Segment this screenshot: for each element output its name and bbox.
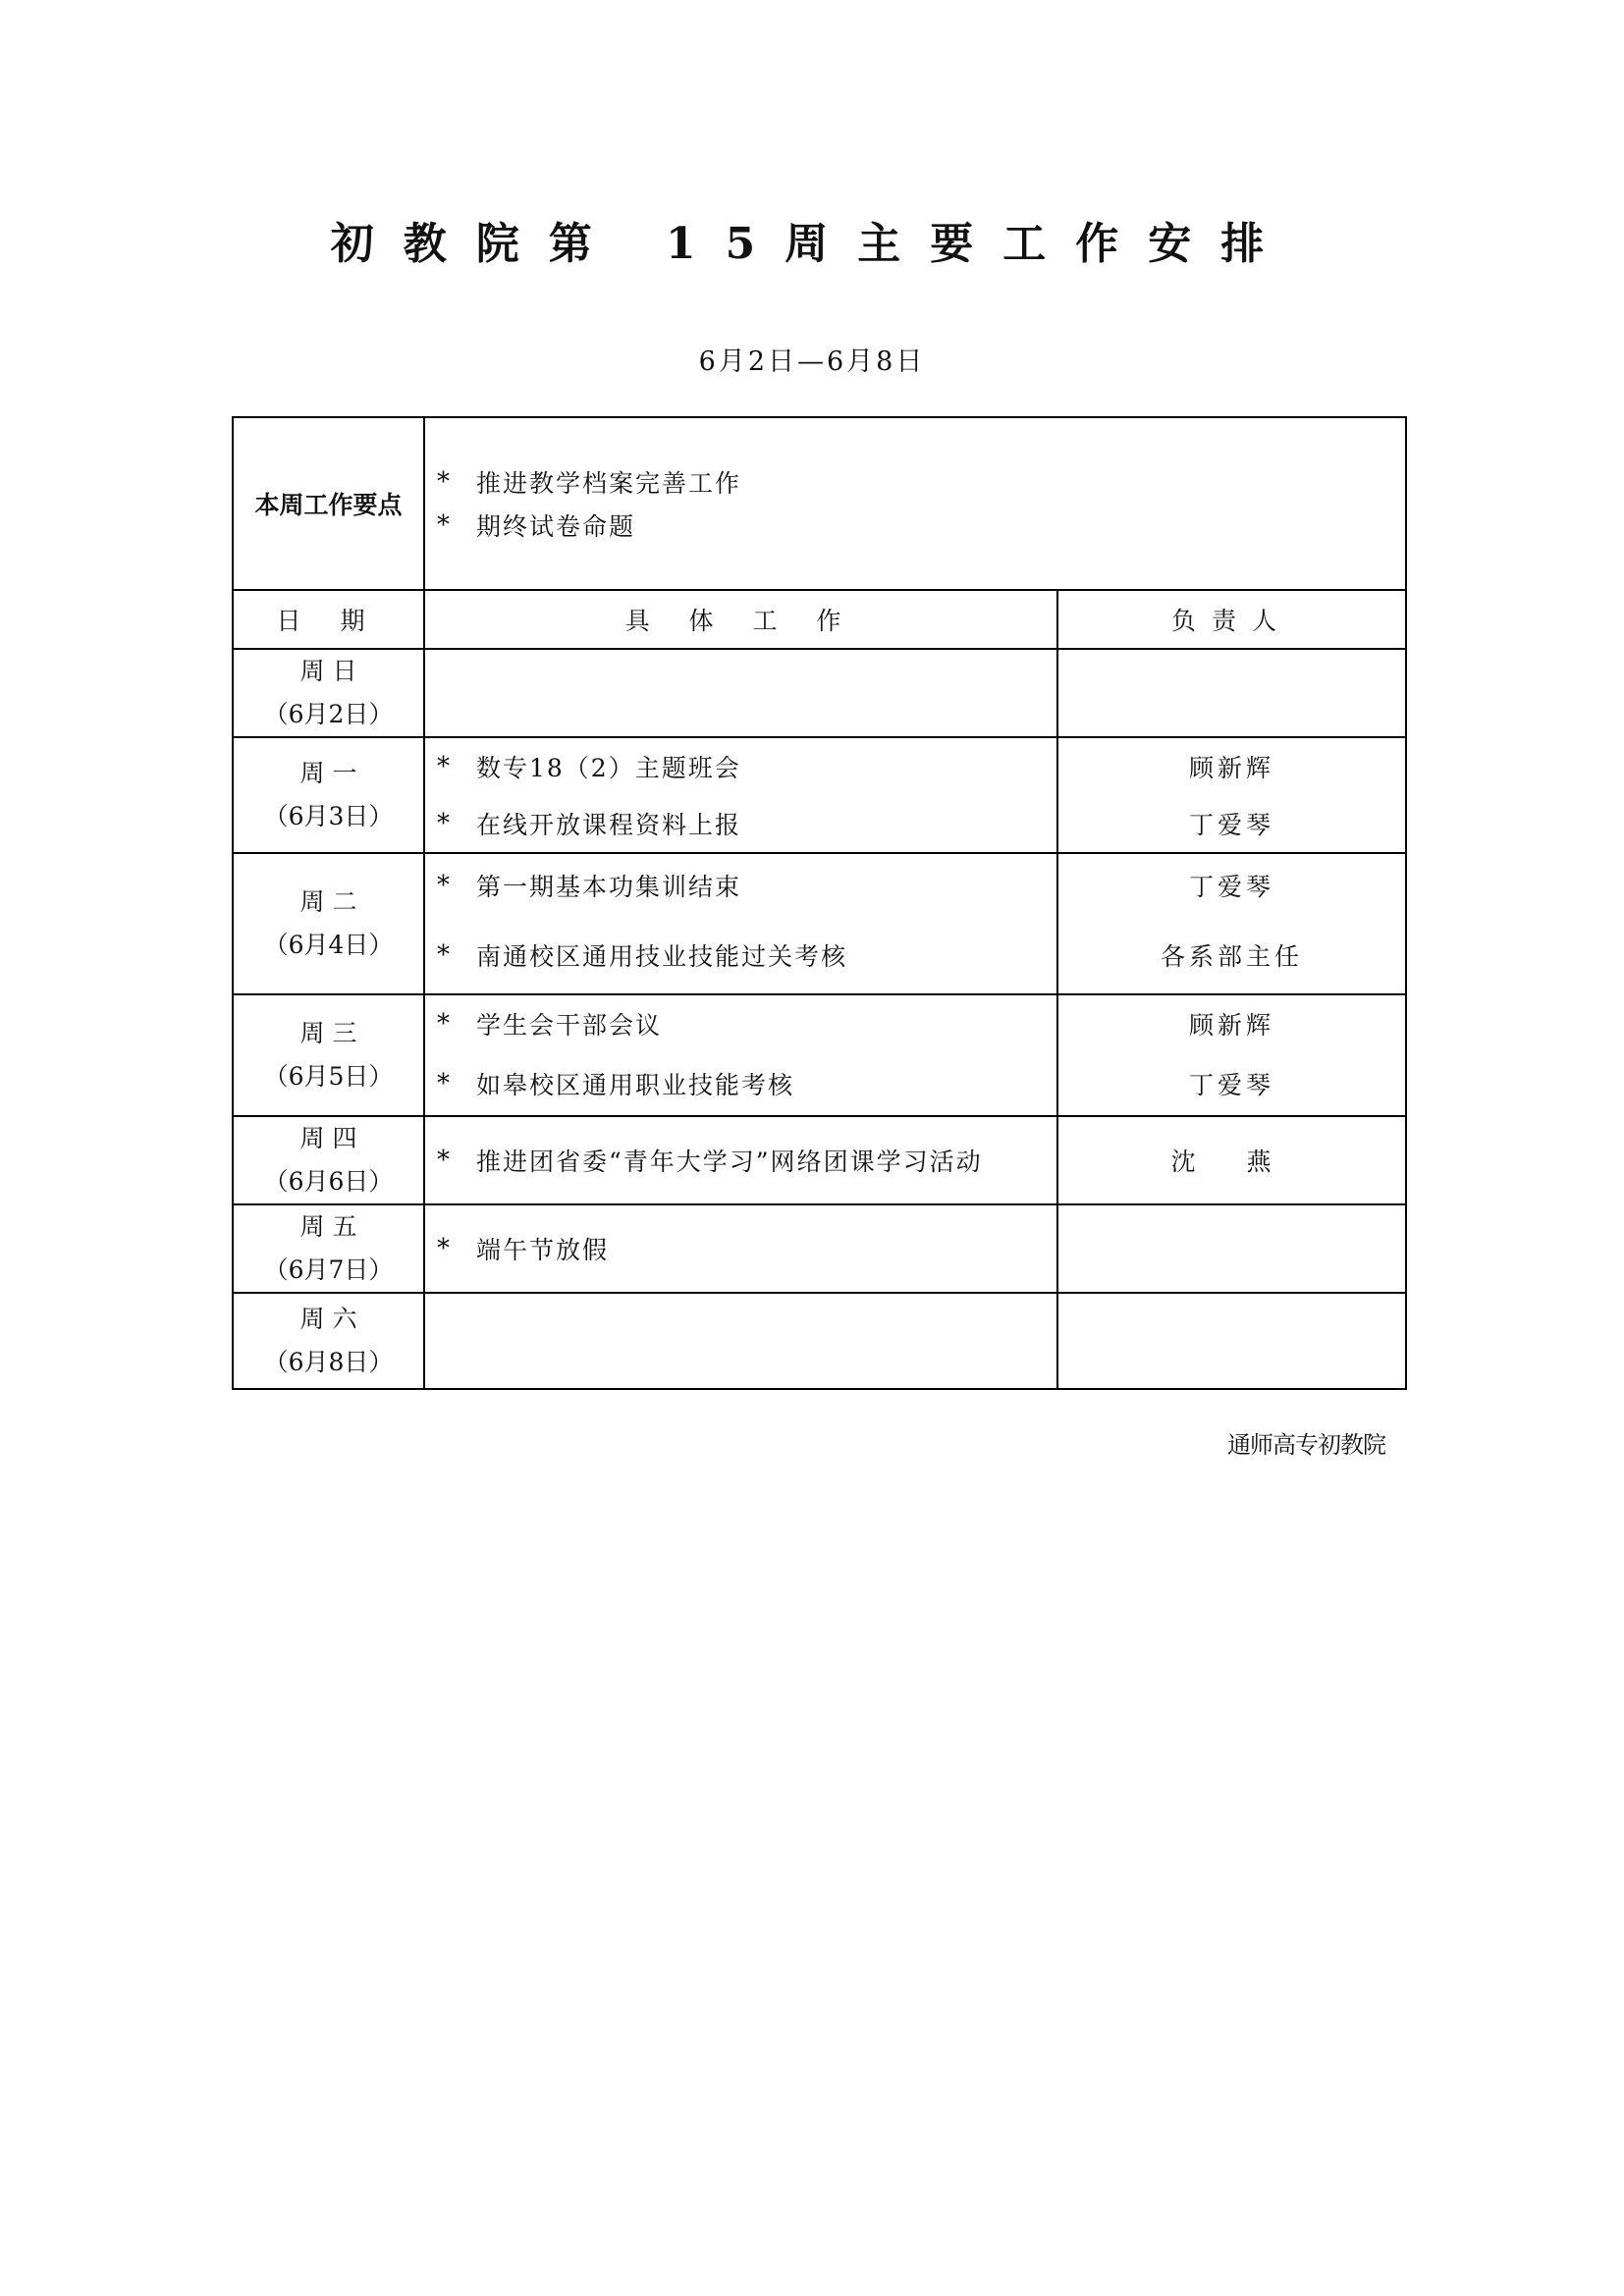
work-cell	[424, 853, 1057, 994]
day-date: （6月2日）	[263, 700, 394, 728]
owner-name: 丁爱琴	[1189, 1071, 1275, 1099]
key-points-label: 本周工作要点	[233, 417, 424, 590]
task-text: 推进团省委“青年大学习”网络团课学习活动	[476, 1148, 983, 1176]
schedule-table	[232, 416, 1407, 1390]
day-name: 周 四	[299, 1124, 357, 1152]
work-cell	[424, 1204, 1057, 1293]
bullet-star: *	[437, 1069, 452, 1098]
date-cell	[233, 853, 424, 994]
day-name: 周 日	[299, 657, 357, 685]
date-cell	[233, 649, 424, 737]
owner-name: 沈 燕	[1170, 1148, 1293, 1176]
key-point-text: 推进教学档案完善工作	[476, 469, 742, 498]
header-work: 具 体 工 作	[424, 590, 1057, 649]
task-text: 第一期基本功集训结束	[476, 873, 742, 901]
bullet-star: *	[437, 467, 452, 497]
bullet-star: *	[437, 1234, 452, 1263]
work-cell	[424, 737, 1057, 853]
day-name: 周 二	[299, 887, 357, 916]
day-date: （6月4日）	[263, 931, 394, 959]
day-row-friday	[233, 1204, 1406, 1293]
owner-cell	[1057, 853, 1406, 994]
owner-cell	[1057, 1204, 1406, 1293]
owner-name: 顾新辉	[1189, 754, 1275, 782]
task-text: 在线开放课程资料上报	[476, 811, 742, 839]
bullet-star: *	[437, 940, 452, 970]
bullet-star: *	[437, 809, 452, 838]
task-item	[437, 1052, 1056, 1115]
task-item	[437, 1143, 1056, 1178]
day-name: 周 五	[299, 1212, 357, 1241]
header-date: 日 期	[233, 590, 424, 649]
owner-cell	[1057, 994, 1406, 1116]
task-text: 南通校区通用技业技能过关考核	[476, 942, 848, 971]
task-text: 数专18（2）主题班会	[476, 754, 741, 782]
day-row-sunday	[233, 649, 1406, 737]
bullet-star: *	[437, 1009, 452, 1039]
day-date: （6月8日）	[263, 1348, 394, 1376]
task-item	[437, 795, 1056, 852]
task-item	[437, 854, 1056, 917]
header-row	[233, 590, 1406, 649]
task-text: 如皋校区通用职业技能考核	[476, 1071, 795, 1099]
owner-cell	[1057, 1293, 1406, 1389]
day-row-saturday	[233, 1293, 1406, 1389]
day-row-thursday	[233, 1116, 1406, 1204]
work-cell	[424, 1116, 1057, 1204]
date-cell	[233, 737, 424, 853]
key-point-item	[437, 460, 1405, 504]
key-point-text: 期终试卷命题	[476, 512, 636, 541]
day-date: （6月3日）	[263, 802, 394, 830]
task-item	[437, 738, 1056, 795]
bullet-star: *	[437, 752, 452, 781]
owner-name: 各系部主任	[1161, 942, 1304, 971]
header-owner: 负责人	[1057, 590, 1406, 649]
day-date: （6月5日）	[263, 1062, 394, 1091]
page-title: 初教院第 15周主要工作安排	[330, 219, 1294, 269]
date-cell	[233, 1116, 424, 1204]
bullet-star: *	[437, 1146, 452, 1175]
day-name: 周 一	[299, 759, 357, 787]
owner-name: 丁爱琴	[1189, 811, 1275, 839]
day-date: （6月6日）	[263, 1167, 394, 1196]
owner-cell	[1057, 649, 1406, 737]
date-cell	[233, 994, 424, 1116]
work-cell	[424, 994, 1057, 1116]
key-points-cell	[424, 417, 1406, 590]
date-range: 6月2日—6月8日	[698, 347, 926, 377]
task-item	[437, 917, 1056, 993]
signature: 通师高专初教院	[1227, 1431, 1385, 1459]
day-row-tuesday	[233, 853, 1406, 994]
day-row-monday	[233, 737, 1406, 853]
day-row-wednesday	[233, 994, 1406, 1116]
work-cell	[424, 1293, 1057, 1389]
bullet-star: *	[437, 871, 452, 900]
date-cell	[233, 1204, 424, 1293]
work-cell	[424, 649, 1057, 737]
task-text: 学生会干部会议	[476, 1011, 663, 1040]
bullet-star: *	[437, 510, 452, 540]
owner-name: 顾新辉	[1189, 1011, 1275, 1040]
task-text: 端午节放假	[476, 1236, 610, 1264]
day-name: 周 六	[299, 1305, 357, 1333]
task-item	[437, 995, 1056, 1052]
owner-name: 丁爱琴	[1189, 873, 1275, 901]
key-points-row	[233, 417, 1406, 590]
key-point-item	[437, 504, 1405, 547]
date-cell	[233, 1293, 424, 1389]
task-item	[437, 1231, 1056, 1266]
owner-cell	[1057, 737, 1406, 853]
day-date: （6月7日）	[263, 1255, 394, 1284]
owner-cell	[1057, 1116, 1406, 1204]
day-name: 周 三	[299, 1019, 357, 1047]
